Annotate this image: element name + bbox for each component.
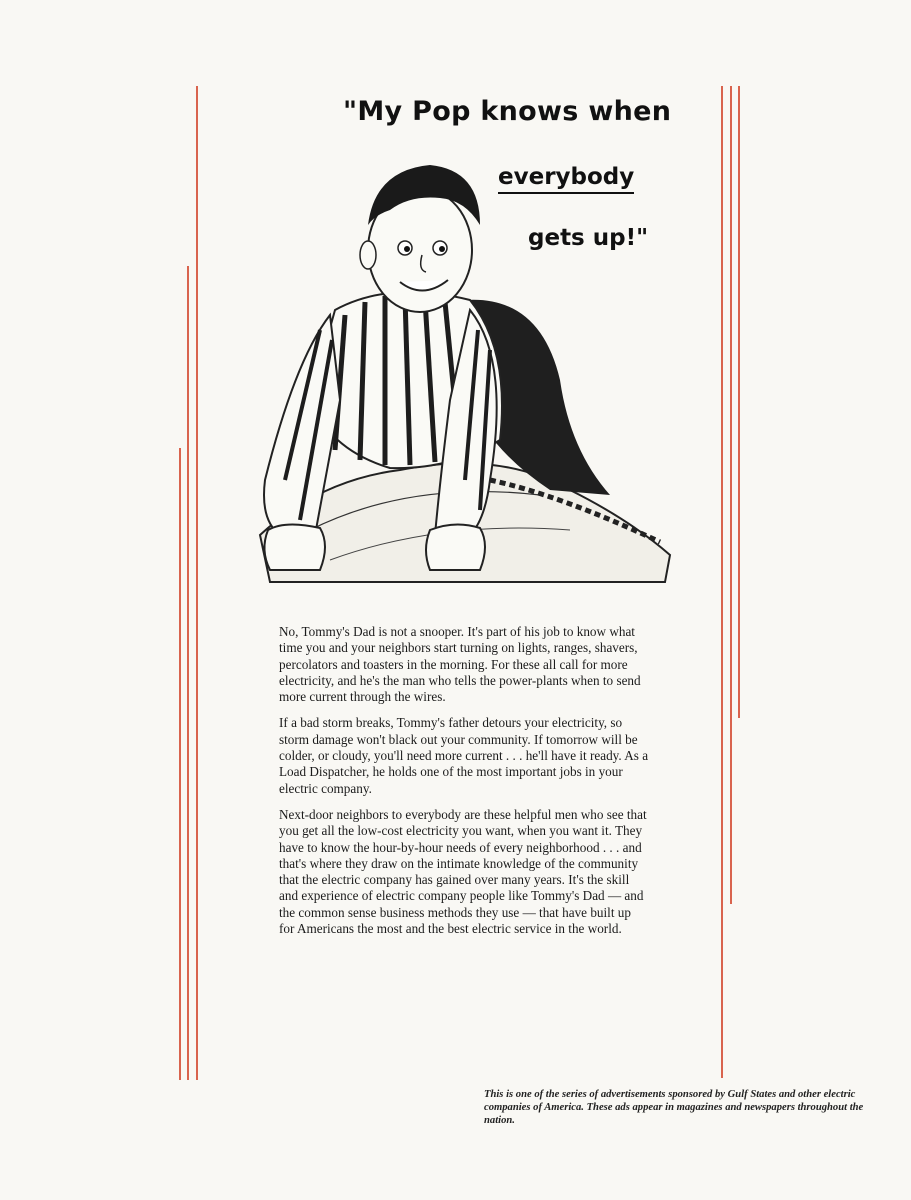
boy-illustration: [240, 150, 680, 590]
headline-line-1: "My Pop knows when: [343, 96, 672, 127]
left-rule-2: [187, 266, 189, 1080]
body-copy: [279, 624, 649, 947]
headline-emphasis: everybody: [498, 164, 634, 194]
right-rule-3: [738, 86, 740, 718]
left-rule-3: [196, 86, 198, 1080]
body-paragraph-3: Next-door neighbors to everybody are these helpful men who see that you get all the low-cost electricity you want, when you want it. They have to know the hour-by-hour needs of every neighborhood . . . and that's where they draw on the intimate knowledge of the community that the electric company has gained over many years. It's the skill and experience of electric company people like Tommy's Dad — and the common sense business methods they use — that have built up for Americans the most and the best electric service in the world.: [279, 806, 647, 937]
body-paragraph-2: If a bad storm breaks, Tommy's father detours your electricity, so storm damage won't black out your community. If tomorrow will be colder, or cloudy, you'll need more current . . . he'll have it ready. As a Load Dispatcher, he holds one of the most important jobs in your electric company.: [279, 715, 649, 796]
right-rule-1: [721, 86, 723, 1078]
body-paragraph-1: No, Tommy's Dad is not a snooper. It's part of his job to know what time you and your neighbors start turning on lights, ranges, shavers, percolators and toasters in the morning. For these all call for more electricity, and he's the man who tells the power-plants when to send more current through the wires.: [279, 624, 641, 705]
left-rule-1: [179, 448, 181, 1080]
headline-line-3: gets up!": [528, 225, 649, 251]
right-rule-2: [730, 86, 732, 904]
sponsor-note: This is one of the series of advertisements sponsored by Gulf States and other electric companies of America. These ads appear in magazines and newspapers throughout the nation.: [484, 1089, 864, 1126]
